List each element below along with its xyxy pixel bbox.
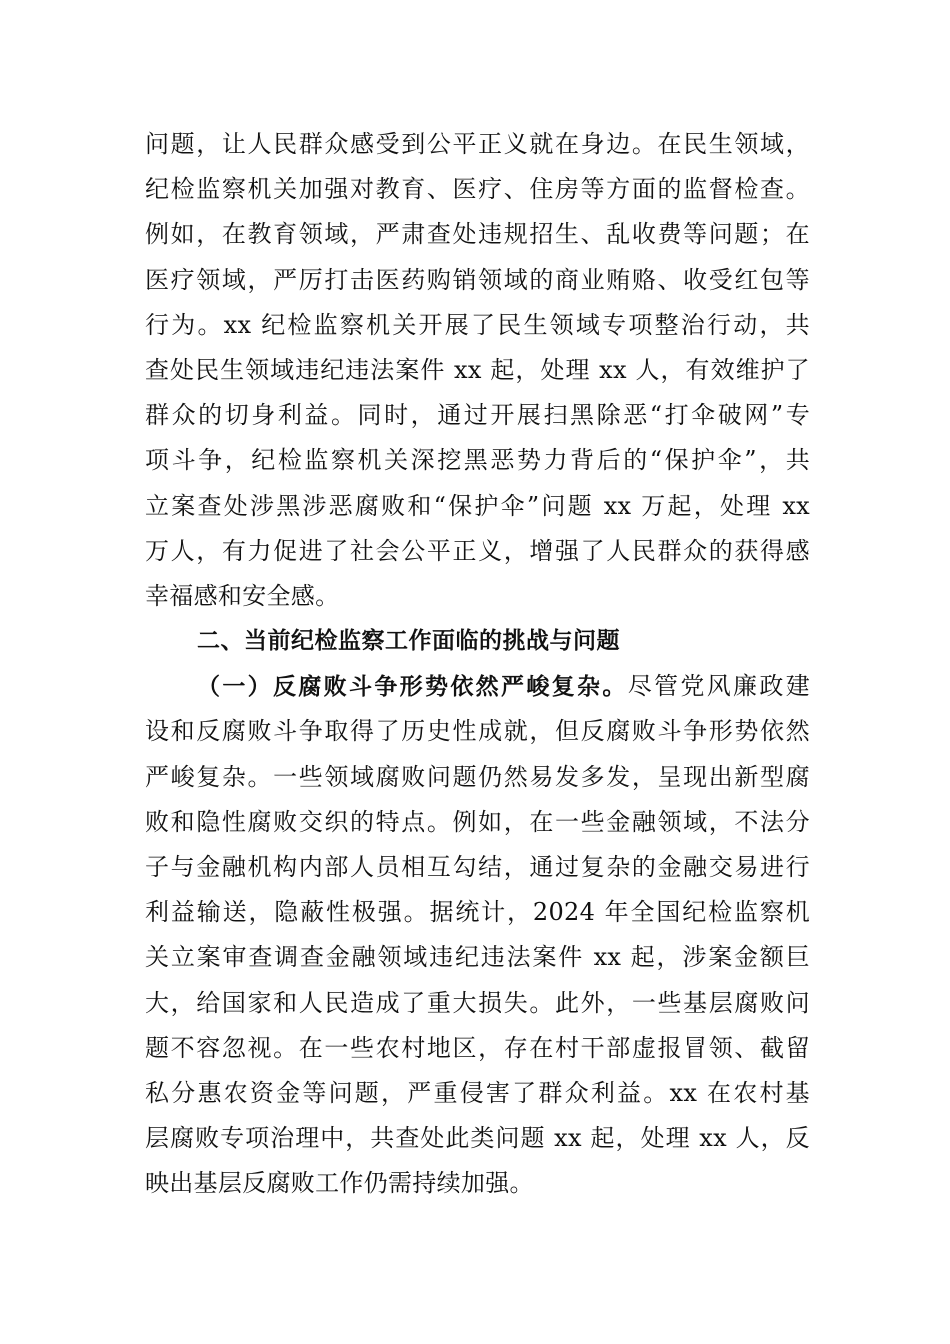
paragraph-first-line — [145, 664, 810, 709]
paragraph-line: 查处民生领域违纪违法案件 xx 起，处理 xx 人，有效维护了 — [145, 355, 810, 384]
paragraph-line: 例如，在教育领域，严肃查处违规招生、乱收费等问题；在 — [145, 220, 810, 249]
paragraph-line: 利益输送，隐蔽性极强。据统计，2024 年全国纪检监察机 — [145, 898, 810, 927]
paragraph-line: 子与金融机构内部人员相互勾结，通过复杂的金融交易进行 — [145, 853, 810, 881]
paragraph-line: 医疗领域，严厉打击医药购销领域的商业贿赂、收受红包等 — [145, 265, 810, 294]
paragraph-line: 私分惠农资金等问题，严重侵害了群众利益。xx 在农村基 — [145, 1078, 810, 1107]
paragraph-line: 败和隐性腐败交织的特点。例如，在一些金融领域，不法分 — [145, 807, 810, 836]
paragraph-line: 纪检监察机关加强对教育、医疗、住房等方面的监督检查。 — [145, 175, 810, 204]
paragraph-2 — [145, 664, 810, 1206]
paragraph-line: 题不容忽视。在一些农村地区，存在村干部虚报冒领、截留 — [145, 1033, 810, 1062]
paragraph-line: 万人，有力促进了社会公平正义，增强了人民群众的获得感 — [145, 536, 810, 565]
paragraph-line: 设和反腐败斗争取得了历史性成就，但反腐败斗争形势依然 — [145, 717, 810, 746]
paragraph-line: 问题，让人民群众感受到公平正义就在身边。在民生领域， — [145, 130, 810, 158]
paragraph-line: 立案查处涉黑涉恶腐败和“保护伞”问题 xx 万起，处理 xx — [145, 491, 810, 520]
paragraph-line: 项斗争，纪检监察机关深挖黑恶势力背后的“保护伞”，共 — [145, 446, 810, 475]
paragraph-line: 层腐败专项治理中，共查处此类问题 xx 起，处理 xx 人，反 — [145, 1124, 810, 1153]
paragraph-line: 大，给国家和人民造成了重大损失。此外，一些基层腐败问 — [145, 988, 810, 1017]
paragraph-lead-rest: 尽管党风廉政建 — [627, 672, 810, 701]
paragraph-line: 幸福感和安全感。 — [145, 581, 340, 610]
paragraph-1 — [145, 122, 810, 619]
paragraph-line: 严峻复杂。一些领域腐败问题仍然易发多发，呈现出新型腐 — [145, 762, 810, 791]
paragraph-lead-heading: （一）反腐败斗争形势依然严峻复杂。 — [197, 674, 628, 701]
document-body — [145, 122, 810, 1207]
section-heading: 二、当前纪检监察工作面临的挑战与问题 — [197, 628, 620, 655]
paragraph-line: 关立案审查调查金融领域违纪违法案件 xx 起，涉案金额巨 — [145, 943, 810, 972]
paragraph-line: 群众的切身利益。同时，通过开展扫黑除恶“打伞破网”专 — [145, 401, 810, 430]
paragraph-line: 映出基层反腐败工作仍需持续加强。 — [145, 1169, 534, 1198]
paragraph-line: 行为。xx 纪检监察机关开展了民生领域专项整治行动，共 — [145, 310, 810, 339]
